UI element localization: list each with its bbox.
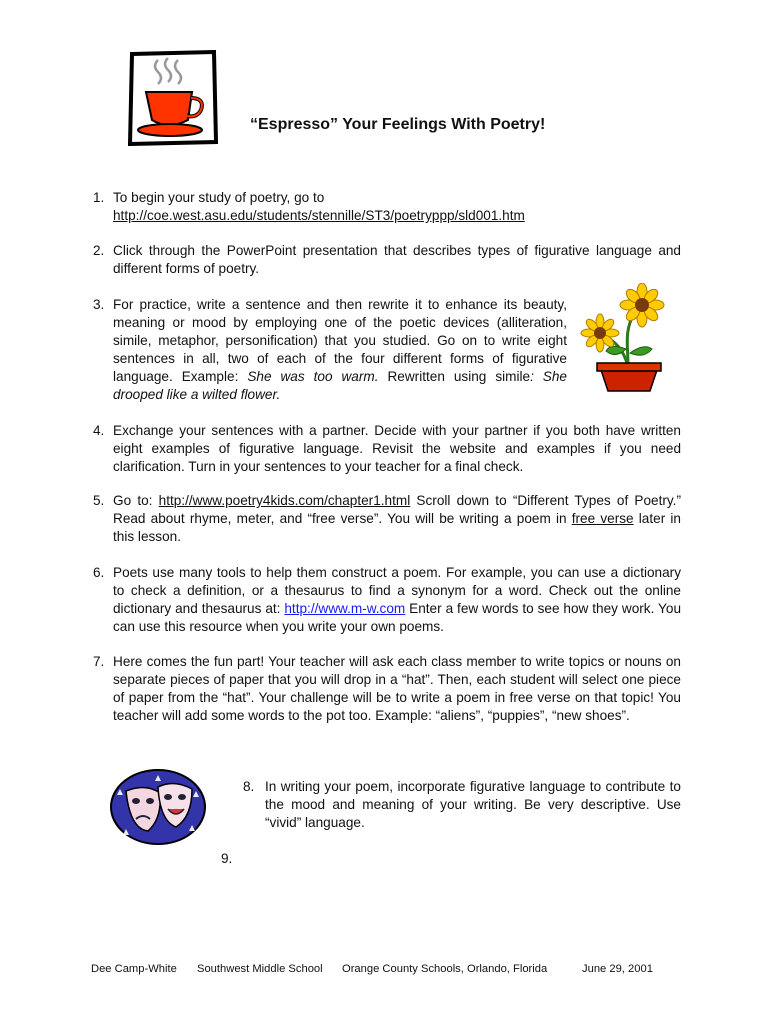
page-title: “Espresso” Your Feelings With Poetry! [250, 116, 546, 133]
item-text: Here comes the fun part! Your teacher will ask each class member to write topics or nouns on separate pieces of paper that you will drop in a “hat”. Then, each student will select one piece of paper from the “hat”. Your challenge will be to write a poem in free verse on that topic! You teacher will add some words to the pot too. Example: “aliens”, “puppies”, “new shoes”. [113, 654, 681, 723]
theater-masks-icon [108, 767, 208, 847]
item-number: 4. [93, 423, 105, 438]
list-item [93, 653, 683, 743]
footer-author: Dee Camp-White [91, 963, 177, 975]
item-text: Exchange your sentences with a partner. Decide with your partner if you both have written eight examples of figurative language. Revisit the website and examples if you need clarification. Turn in your sentences to your teacher for a final check. [113, 423, 681, 474]
item-text: Poets use many tools to help them construct a poem. For example, you can use a dictionary to check a definition, or a thesaurus to find a synonym for a word. Check out the online dictionary and thesaurus at: [113, 565, 681, 616]
item-text-mid: Rewritten using simile [378, 369, 531, 384]
item-number: 8. [243, 779, 255, 794]
list-item [93, 189, 683, 225]
espresso-cup-icon [128, 50, 218, 146]
item-text: Click through the PowerPoint presentation that describes types of figurative language and different forms of poetry. [113, 243, 681, 276]
footer-district: Orange County Schools, Orlando, Florida [342, 963, 548, 975]
list-item [93, 422, 683, 476]
item-text-post2: later in this lesson. [113, 511, 681, 544]
item-text: Go to: [113, 493, 159, 508]
list-item [93, 564, 683, 636]
poetry4kids-link[interactable]: http://www.poetry4kids.com/chapter1.html [158, 493, 411, 508]
example-simile: : She drooped like a wilted flower. [113, 369, 567, 402]
item-text-post: Scroll down to “Different Types of Poetry.” Read about rhyme, meter, and “free verse”. You will be writing a poem in [113, 493, 681, 526]
merriam-webster-link[interactable]: http://www.m-w.com [284, 601, 406, 616]
item-number: 2. [93, 243, 105, 258]
item-text-post: Enter a few words to see how they work. You can use this resource when you write your own poems. [113, 601, 681, 634]
item-number: 1. [93, 190, 105, 205]
list-item [243, 778, 683, 832]
example-sentence: She was too warm. [247, 369, 379, 384]
footer-school: Southwest Middle School [197, 963, 323, 975]
item-number: 5. [93, 493, 105, 508]
item-number: 7. [93, 654, 105, 669]
sunflower-pot-icon [580, 283, 675, 395]
footer-date: June 29, 2001 [582, 963, 653, 975]
item-text: To begin your study of poetry, go to [113, 190, 325, 205]
item-number: 9. [221, 851, 233, 866]
free-verse-term: free verse [571, 511, 634, 526]
poetry-ppt-link[interactable]: http://coe.west.asu.edu/students/stennille/ST3/poetryppp/sld001.htm [113, 208, 525, 223]
list-item [93, 492, 683, 546]
item-text: In writing your poem, incorporate figurative language to contribute to the mood and meaning of your writing. Be very descriptive. Use “vivid” language. [265, 779, 681, 830]
item-number: 3. [93, 297, 105, 312]
item-number: 6. [93, 565, 105, 580]
list-item [221, 850, 261, 868]
list-item [93, 296, 573, 404]
item-text: For practice, write a sentence and then rewrite it to enhance its beauty, meaning or mood by employing one of the poetic devices (alliteration, simile, metaphor, personification) that you studied. Go on to write eight sentences in all, two of each of the four different forms of figurative language. Example: [113, 297, 567, 384]
list-item [93, 242, 683, 278]
